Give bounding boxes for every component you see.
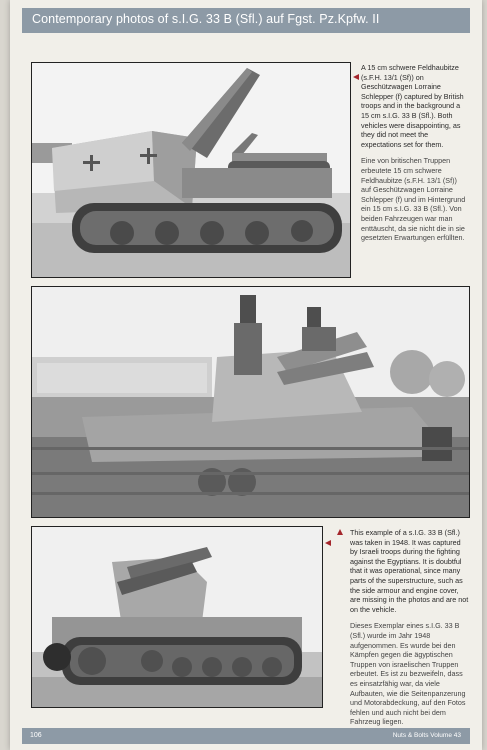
photo-lorraine-schlepper-image — [32, 63, 350, 277]
caption-first-english: A 15 cm schwere Feldhaubitze (s.F.H. 13/1 (Sf)) on Geschützwagen Lorraine Schlepper (f) captured by British troops and in the background a 15 cm s.I.G. 33 B (Sfl.). Both vehicles were disappointing, as they did not meet the expectations set for them. — [361, 63, 464, 149]
photo-captured-1948 — [31, 526, 323, 708]
photo-sig33b-with-crew — [31, 286, 470, 518]
photo-captured-1948-image — [32, 527, 322, 707]
caption-first-german: Eine von britischen Truppen erbeutete 15 cm schwere Feldhaubitze (s.F.H. 13/1 (Sf)) auf Geschützwagen Lorraine Schlepper (f) und im Hintergrund ein 15 cm s.I.G. 33 B (Sfl.). Von beiden Fahrzeugen war man enttäuscht, da sie nicht die in sie gesetzten Erwartungen erfüllten. — [361, 156, 466, 243]
caption-marker-icon — [353, 74, 359, 80]
caption-second — [350, 528, 470, 734]
page-number: 106 — [30, 732, 42, 739]
caption-second-german: Dieses Exemplar eines s.I.G. 33 B (Sfl.) wurde im Jahr 1948 aufgenommen. Es wurde bei den Kämpfen gegen die ägyptischen Truppen von israelischen Truppen erbeutet. Es ist zu bezweifeln, dass es einsatzfähig war, da viele Aufbauten, wie die Seitenpanzerung und Motorabdeckung, auf den Fotos fehlen und auch nicht bei dem Fahrzeug liegen. — [350, 621, 466, 727]
caption-first — [361, 63, 467, 250]
caption-marker-up-icon — [337, 529, 343, 535]
caption-second-english: This example of a s.I.G. 33 B (Sfl.) was taken in 1948. It was captured by Israeli troops during the fighting against the Egyptians. It is doubtful that it was operational, since many parts of the superstructure, such as the side armour and engine cover, are missing in the photos and are not on the vehicle. — [350, 528, 469, 614]
photo-lorraine-schlepper — [31, 62, 351, 278]
page-title: Contemporary photos of s.I.G. 33 B (Sfl.) auf Fgst. Pz.Kpfw. II — [32, 12, 380, 26]
caption-marker-left-icon — [325, 540, 331, 546]
photo-sig33b-with-crew-image — [32, 287, 469, 517]
series-label: Nuts & Bolts Volume 43 — [392, 732, 461, 739]
